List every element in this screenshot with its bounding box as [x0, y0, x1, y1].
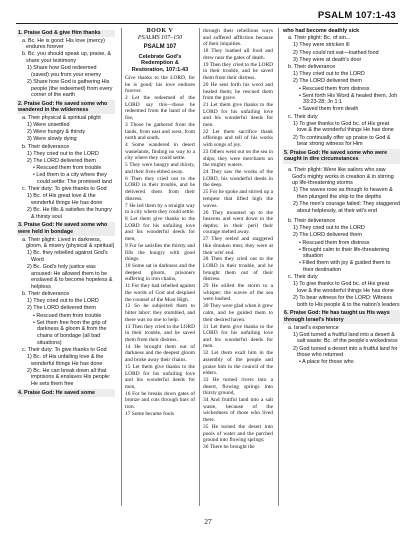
outline-item: c. Their duty: To give thanks to God [22, 346, 107, 353]
outline-item: 1) To give thanks to God bc. of His great love & the wonderful things He has done [293, 281, 394, 295]
outline-item: c. Their duty [288, 113, 318, 120]
verse: 25 For he spoke and stirred up a tempest that lifted high the waves. [203, 189, 273, 209]
verse: 16 For he breaks down gates of bronze and cuts through bars of iron. [125, 390, 195, 410]
outline-item: 1) They cried out to the LORD [293, 225, 365, 232]
outline-item: b. Bc. you should speak up, praise, & share your testimony [22, 51, 111, 64]
outline-item: c. Their duty [288, 274, 318, 281]
verse: Give thanks to the LORD, for he is good; his love endures forever. [125, 75, 195, 95]
outline-item: 2) Bc. He can break down all that imprisons & enslaves His people: He sets them free [27, 367, 111, 387]
outline-item: 2) The LORD delivered them [27, 158, 96, 165]
verse: 3 Those he gathered from the lands, from east and west, from north and south. [125, 121, 195, 142]
verse: 18 They loathed all food and drew near the gates of death. [203, 48, 273, 61]
outline-item: • Set them free from the grip of darkness & gloom & from the chains of bondage (all bad situations) [33, 319, 107, 346]
outline-item: 2) Bc. God's holy justice was aroused: He allowed them to be enslaved & to become hopeless & helpless [27, 264, 113, 290]
outline-item: a. Israel's experience [288, 324, 339, 331]
verse: 34 And fruitful land into a salt waste, because of the wickedness of those who lived there. [203, 397, 273, 424]
outline-item: 2) Bc. He fills & satisfies the hungry & thirsty soul [27, 207, 112, 220]
outline-heading: 5. Praise God: He saved some who were caught in dire circumstances [283, 149, 400, 163]
outline-item: b. Their deliverance [288, 217, 336, 224]
outline-item: 2) They could not eat—loathed food [293, 49, 379, 56]
book-range: PSALMS 107–150 [137, 34, 183, 41]
outline-item: • Led them to a city where they could settle: The promised land [33, 172, 112, 185]
outline-item: 2) To continually offer up praise to God & bear strong witness for Him [293, 134, 391, 148]
outline-item: b. Their deliverance [288, 63, 336, 70]
verse: through their rebellious ways and suffered affliction because of their iniquities. [203, 28, 273, 48]
outline-item: 1) God turned a fruitful land into a desert & salt waste: Bc. of the people's wickedness [293, 331, 398, 345]
verses-right [203, 28, 273, 451]
verse: 5 They were hungry and thirsty, and their lives ebbed away. [125, 162, 195, 175]
verse: 26 They mounted up to the heavens and went down to the depths; in their peril their courage melted away. [203, 209, 273, 236]
outline-item: who had become deathly sick [283, 28, 360, 34]
verse: 31 Let them give thanks to the LORD for his unfailing love and his wonderful deeds for men. [203, 323, 273, 350]
outline-item: 2) Share how God is gathering His people (the redeemed) from every corner of the earth [27, 78, 113, 99]
verse: 30 They were glad when it grew calm, and he guided them to their desired haven. [203, 303, 273, 323]
outline-item: 2) The LORD delivered them [293, 232, 362, 239]
outline-item: 1) Bc. they rebelled against God's Word [27, 250, 108, 263]
verse: 17 Some became fools [125, 410, 174, 417]
outline-item: 2) Were hungry & thirsty [27, 129, 86, 136]
outline-heading: 2. Praise God: He saved some who wandered in the wilderness [17, 100, 115, 114]
outline-item: c. Their duty: To give thanks to God [22, 186, 107, 193]
outline-item: • Brought calm to their life-threatening situation [299, 246, 390, 260]
verse: 6 Then they cried out to the LORD in their trouble, and he delivered them from their distress. [125, 175, 195, 202]
outline-item: 2) To bear witness for the LORD: Witness both to His people & to the nation's leaders [293, 295, 400, 308]
outline-item: 2) The LORD delivered them [27, 305, 96, 312]
verse: 7 He led them by a straight way to a city where they could settle. [125, 202, 195, 216]
outline-item: 2) The men's courage failed: They staggered about helplessly, at their wit's end [293, 201, 400, 214]
page-number: 27 [204, 517, 212, 526]
verse: 22 Let them sacrifice thank offerings and tell of his works with songs of joy. [203, 128, 273, 149]
verse: 29 He stilled the storm to a whisper; the waves of the sea were hushed. [203, 283, 273, 303]
outline-item: b. Their deliverance [22, 291, 70, 298]
verse: 2 Let the redeemed of the LORD say this—those he redeemed from the hand of the foe, [125, 95, 195, 121]
outline-item: 1) They cried out to the LORD [27, 298, 99, 305]
verses-left [125, 75, 195, 418]
verse: 20 He sent forth his word and healed them; he rescued them from the grave. [203, 81, 273, 102]
outline-item: b. Their deliverance [22, 143, 70, 150]
outline-item: 1) They were stricken ill [293, 42, 350, 49]
verse: 11 For they had rebelled against the words of God and despised the counsel of the Most High. [125, 283, 195, 303]
outline-item: 1) Were unsettled [27, 122, 70, 129]
verse: 4 Some wandered in desert wastelands, finding no way to a city where they could settle. [125, 142, 195, 162]
verse: 9 For he satisfies the thirsty and fills the hungry with good things. [125, 242, 195, 263]
verse: 35 He turned the desert into pools of water and the parched ground into flowing springs; [203, 424, 273, 444]
book-label: BOOK V [146, 28, 174, 34]
scripture-column-right [199, 28, 273, 506]
verse: 32 Let them exalt him in the assembly of the people and praise him in the council of the elders. [203, 350, 273, 377]
outline-item: 3) They were at death's door [293, 56, 362, 63]
verse: 24 They saw the works of the LORD, his wonderful deeds in the deep. [203, 169, 273, 189]
scripture-column-left [121, 28, 195, 506]
outline-item: 1) They cried out to the LORD [27, 150, 99, 157]
psalm-title: PSALM 107 [143, 44, 177, 51]
outline-item: • Rescued them from distress [299, 85, 370, 92]
verse: 10 Some sat in darkness and the deepest gloom, prisoners suffering in iron chains, [125, 263, 195, 283]
verse: 15 Let them give thanks to the LORD for his unfailing love and his wonderful deeds for men, [125, 364, 195, 390]
outline-item: 1) Bc. of His great love & the wonderful things He has done [27, 193, 103, 206]
verse: 12 So he subjected them to bitter labor; they stumbled, and there was no one to help. [125, 303, 195, 323]
verse: 23 Others went out on the sea in ships; they were merchants on the mighty waters. [203, 149, 273, 169]
outline-item: a. Their plight: Lived in darkness, gloom, & misery (physical & spiritual) [22, 236, 115, 250]
outline-heading: 3. Praise God: He saved some who were held in bondage [17, 222, 115, 236]
outline-item: 1) The waves rose as though to heaven & then plunged the ship to the depths [293, 187, 393, 200]
outline-item: • Sent forth His Word & healed them, Joh 33:23-28; Jn 1:1 [299, 92, 398, 106]
outline-item: 1) They cried out to the LORD [293, 71, 365, 78]
outline-item: • Rescued them from trouble [33, 165, 102, 172]
outline-item: 2) The LORD delivered them [293, 78, 362, 85]
verse: 8 Let them give thanks to the LORD for his unfailing love and his wonderful deeds for men, [125, 216, 195, 242]
page-title: PSALM 107:1-43 [317, 10, 396, 21]
outline-item: • Filled them with joy & guided them to their destination [299, 260, 391, 274]
verse: 27 They reeled and staggered like drunken men; they were at their wits' end. [203, 236, 273, 256]
outline-item: 3) Were slowly dying [27, 136, 77, 143]
outline-column-left [17, 28, 115, 506]
book-heading [125, 28, 195, 41]
outline-item: • Rescued them from trouble [33, 312, 102, 319]
outline-heading: 6. Praise God: He has taught us His ways through Israel's history [283, 310, 400, 324]
outline-item: • Saved them from death [299, 106, 359, 113]
outline-item: a. Their plight: Were like sailors who saw God's mighty works in creation & in stirring up life-threatening storms [288, 167, 394, 187]
verse: 28 Then they cried out to the LORD in their trouble, and he brought them out of their distress. [203, 256, 273, 283]
verse: 21 Let them give thanks to the LORD for his unfailing love and his wonderful deeds for men. [203, 102, 273, 128]
outline-item: 2) God turned a desert into a fruitful land for those who returned [293, 345, 398, 359]
outline-item: • A place for those who [299, 359, 354, 366]
outline-item: • Rescued them from distress [299, 239, 370, 246]
verse: 14 He brought them out of darkness and the deepest gloom and broke away their chains. [125, 343, 195, 364]
verse: 13 Then they cried to the LORD in their trouble, and he saved them from their distress. [125, 323, 195, 343]
outline-heading: 1. Praise God & give Him thanks [17, 30, 115, 38]
outline-item: a. Bc. He is good: His love (mercy) endures forever [22, 37, 105, 51]
verse: 36 There he brought the [203, 444, 255, 451]
outline-item: 1) To give thanks to God bc. of His great love & the wonderful things He has done [293, 120, 394, 134]
verse: 33 He turned rivers into a desert, flowing springs into thirsty ground, [203, 377, 273, 397]
section-title: Celebrate God's Redemption & Restoration, 107:1-43 [131, 53, 189, 73]
outline-item: 1) Share how God redeemed (saved) you from your enemy [27, 65, 102, 78]
outline-heading: 4. Praise God: He saved some [17, 389, 115, 397]
outline-column-right [278, 28, 400, 506]
page-header [16, 8, 398, 24]
outline-item: a. Their plight: Bc. of sin... [288, 35, 351, 42]
outline-item: 1) Bc. of His unfailing love & the wonderful things He has done [27, 353, 104, 367]
verse: 19 Then they cried to the LORD in their trouble, and he saved them from their distress. [203, 61, 273, 81]
outline-item: a. Their physical & spiritual plight [22, 114, 101, 121]
